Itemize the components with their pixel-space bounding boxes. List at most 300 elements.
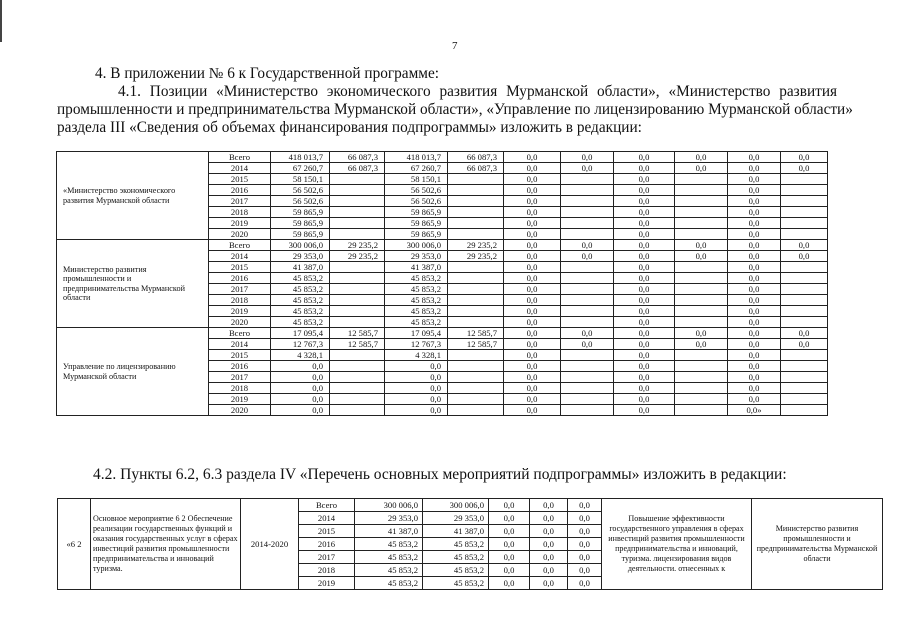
amount-cell: 0,0 xyxy=(614,207,675,218)
amount-cell xyxy=(561,394,614,405)
amount-cell: 0,0 xyxy=(504,383,561,394)
amount-cell xyxy=(330,317,385,328)
amount-cell: 29 235,2 xyxy=(330,240,385,251)
year-cell: 2015 xyxy=(209,350,271,361)
amount-cell xyxy=(448,405,504,416)
amount-cell: 0,0 xyxy=(781,240,828,251)
amount-cell xyxy=(561,306,614,317)
year-cell: Всего xyxy=(209,328,271,339)
amount-cell xyxy=(561,350,614,361)
amount-cell xyxy=(561,295,614,306)
amount-cell xyxy=(781,394,828,405)
amount-cell: 0,0 xyxy=(561,152,614,163)
amount-cell: 45 853,2 xyxy=(355,564,423,577)
amount-cell: 29 235,2 xyxy=(330,251,385,262)
amount-cell xyxy=(561,207,614,218)
heading-line-4: раздела III «Сведения об объемах финансирования подпрограммы» изложить в редакции: xyxy=(57,119,642,136)
heading-line-3: промышленности и предпринимательства Мурманской области», «Управление по лицензированию Мурманской области» xyxy=(57,101,853,118)
amount-cell xyxy=(781,350,828,361)
amount-cell: 0,0 xyxy=(271,405,330,416)
amount-cell xyxy=(781,317,828,328)
amount-cell: 0,0 xyxy=(568,512,602,525)
amount-cell: 0,0 xyxy=(504,251,561,262)
amount-cell: 0,0 xyxy=(504,295,561,306)
amount-cell xyxy=(561,372,614,383)
amount-cell: 29 353,0 xyxy=(423,512,489,525)
amount-cell: 0,0 xyxy=(504,405,561,416)
amount-cell xyxy=(561,218,614,229)
amount-cell: 0,0 xyxy=(728,185,781,196)
amount-cell: 59 865,9 xyxy=(271,207,330,218)
amount-cell xyxy=(330,394,385,405)
amount-cell xyxy=(448,229,504,240)
amount-cell xyxy=(448,394,504,405)
amount-cell: 67 260,7 xyxy=(385,163,448,174)
amount-cell: 300 006,0 xyxy=(355,499,423,512)
amount-cell: 0,0 xyxy=(675,328,728,339)
amount-cell: 0,0 xyxy=(385,372,448,383)
amount-cell: 0,0» xyxy=(728,405,781,416)
year-cell: 2020 xyxy=(209,229,271,240)
amount-cell: 0,0 xyxy=(385,394,448,405)
amount-cell: 41 387,0 xyxy=(271,262,330,273)
amount-cell: 45 853,2 xyxy=(271,273,330,284)
amount-cell: 0,0 xyxy=(568,525,602,538)
amount-cell xyxy=(561,196,614,207)
amount-cell: 0,0 xyxy=(489,512,530,525)
amount-cell: 0,0 xyxy=(504,284,561,295)
amount-cell: 0,0 xyxy=(561,240,614,251)
amount-cell: 0,0 xyxy=(489,564,530,577)
amount-cell xyxy=(330,262,385,273)
amount-cell: 0,0 xyxy=(489,525,530,538)
measure-name-cell: Основное мероприятие 6 2 Обеспечение реализации государственных функций и оказания государственных услуг в сферах инвестиций развития промышленности предпринимательства и инноваций туризма. xyxy=(91,499,241,590)
year-cell: Всего xyxy=(209,152,271,163)
year-cell: 2017 xyxy=(209,196,271,207)
amount-cell: 0,0 xyxy=(504,229,561,240)
amount-cell xyxy=(448,306,504,317)
amount-cell: 418 013,7 xyxy=(271,152,330,163)
amount-cell: 0,0 xyxy=(614,251,675,262)
amount-cell xyxy=(330,350,385,361)
amount-cell: 0,0 xyxy=(728,317,781,328)
amount-cell: 12 585,7 xyxy=(330,328,385,339)
amount-cell: 66 087,3 xyxy=(330,163,385,174)
amount-cell: 0,0 xyxy=(614,306,675,317)
amount-cell xyxy=(781,405,828,416)
amount-cell xyxy=(330,196,385,207)
year-cell: Всего xyxy=(299,499,355,512)
amount-cell: 0,0 xyxy=(614,196,675,207)
year-cell: 2019 xyxy=(209,306,271,317)
amount-cell: 45 853,2 xyxy=(271,306,330,317)
amount-cell xyxy=(448,207,504,218)
amount-cell: 0,0 xyxy=(489,551,530,564)
amount-cell: 0,0 xyxy=(781,152,828,163)
amount-cell xyxy=(330,372,385,383)
amount-cell: 0,0 xyxy=(489,499,530,512)
year-cell: 2014 xyxy=(209,163,271,174)
amount-cell: 66 087,3 xyxy=(330,152,385,163)
amount-cell: 0,0 xyxy=(504,196,561,207)
amount-cell: 0,0 xyxy=(568,551,602,564)
amount-cell: 0,0 xyxy=(530,525,568,538)
amount-cell: 0,0 xyxy=(728,394,781,405)
amount-cell: 45 853,2 xyxy=(385,317,448,328)
year-cell: Всего xyxy=(209,240,271,251)
amount-cell xyxy=(561,284,614,295)
amount-cell: 0,0 xyxy=(728,350,781,361)
year-cell: 2016 xyxy=(209,185,271,196)
amount-cell: 0,0 xyxy=(504,262,561,273)
amount-cell: 0,0 xyxy=(489,577,530,590)
amount-cell: 0,0 xyxy=(504,372,561,383)
amount-cell xyxy=(330,284,385,295)
amount-cell: 12 585,7 xyxy=(448,328,504,339)
amount-cell xyxy=(448,372,504,383)
amount-cell: 0,0 xyxy=(614,174,675,185)
amount-cell xyxy=(675,262,728,273)
amount-cell xyxy=(561,229,614,240)
heading-line-1: 4. В приложении № 6 к Государственной программе: xyxy=(95,65,439,82)
amount-cell xyxy=(448,361,504,372)
amount-cell: 29 235,2 xyxy=(448,251,504,262)
year-cell: 2019 xyxy=(209,394,271,405)
amount-cell: 56 502,6 xyxy=(385,196,448,207)
amount-cell: 4 328,1 xyxy=(271,350,330,361)
amount-cell: 0,0 xyxy=(504,394,561,405)
amount-cell: 0,0 xyxy=(781,339,828,350)
amount-cell: 0,0 xyxy=(614,339,675,350)
amount-cell: 0,0 xyxy=(728,284,781,295)
amount-cell: 0,0 xyxy=(728,229,781,240)
page-number: 7 xyxy=(452,40,458,52)
amount-cell xyxy=(781,372,828,383)
amount-cell: 0,0 xyxy=(614,240,675,251)
amount-cell xyxy=(448,317,504,328)
amount-cell xyxy=(675,207,728,218)
amount-cell: 300 006,0 xyxy=(271,240,330,251)
measures-table xyxy=(57,498,883,590)
amount-cell: 29 353,0 xyxy=(271,251,330,262)
amount-cell: 0,0 xyxy=(675,339,728,350)
amount-cell: 0,0 xyxy=(504,273,561,284)
amount-cell: 0,0 xyxy=(728,196,781,207)
amount-cell: 17 095,4 xyxy=(271,328,330,339)
amount-cell: 29 235,2 xyxy=(448,240,504,251)
amount-cell: 0,0 xyxy=(530,551,568,564)
year-cell: 2016 xyxy=(209,273,271,284)
amount-cell: 0,0 xyxy=(504,207,561,218)
amount-cell xyxy=(561,262,614,273)
amount-cell: 0,0 xyxy=(504,361,561,372)
amount-cell xyxy=(781,383,828,394)
year-cell: 2019 xyxy=(299,577,355,590)
amount-cell: 0,0 xyxy=(504,185,561,196)
table-row xyxy=(57,152,828,163)
amount-cell: 0,0 xyxy=(568,577,602,590)
amount-cell: 0,0 xyxy=(728,207,781,218)
amount-cell: 12 767,3 xyxy=(385,339,448,350)
amount-cell xyxy=(781,207,828,218)
amount-cell: 0,0 xyxy=(675,240,728,251)
amount-cell xyxy=(675,317,728,328)
amount-cell: 4 328,1 xyxy=(385,350,448,361)
amount-cell xyxy=(781,218,828,229)
amount-cell xyxy=(330,229,385,240)
amount-cell: 0,0 xyxy=(781,328,828,339)
amount-cell: 0,0 xyxy=(675,152,728,163)
amount-cell: 0,0 xyxy=(504,339,561,350)
amount-cell: 0,0 xyxy=(728,174,781,185)
org-name-cell: «Министерство экономического развития Мурманской области xyxy=(57,152,209,240)
amount-cell: 67 260,7 xyxy=(271,163,330,174)
year-cell: 2020 xyxy=(209,317,271,328)
amount-cell: 0,0 xyxy=(728,251,781,262)
amount-cell: 45 853,2 xyxy=(385,284,448,295)
amount-cell: 45 853,2 xyxy=(423,551,489,564)
year-cell: 2014 xyxy=(299,512,355,525)
amount-cell: 58 150,1 xyxy=(385,174,448,185)
year-cell: 2018 xyxy=(209,207,271,218)
amount-cell: 0,0 xyxy=(728,361,781,372)
measure-number-cell: «6 2 xyxy=(58,499,91,590)
amount-cell xyxy=(675,295,728,306)
amount-cell: 17 095,4 xyxy=(385,328,448,339)
amount-cell: 41 387,0 xyxy=(385,262,448,273)
executor-cell: Министерство развития промышленности и предпринимательства Мурманской области xyxy=(752,499,883,590)
amount-cell: 0,0 xyxy=(385,361,448,372)
amount-cell: 12 585,7 xyxy=(330,339,385,350)
amount-cell xyxy=(561,273,614,284)
amount-cell: 0,0 xyxy=(530,577,568,590)
amount-cell: 0,0 xyxy=(614,350,675,361)
amount-cell xyxy=(448,273,504,284)
amount-cell: 0,0 xyxy=(781,163,828,174)
year-cell: 2020 xyxy=(209,405,271,416)
amount-cell: 0,0 xyxy=(728,372,781,383)
amount-cell xyxy=(330,174,385,185)
year-cell: 2015 xyxy=(209,174,271,185)
amount-cell: 0,0 xyxy=(489,538,530,551)
org-name-cell: Управление по лицензированию Мурманской области xyxy=(57,328,209,416)
amount-cell: 59 865,9 xyxy=(271,218,330,229)
amount-cell: 59 865,9 xyxy=(385,207,448,218)
amount-cell: 45 853,2 xyxy=(423,538,489,551)
amount-cell: 0,0 xyxy=(614,372,675,383)
amount-cell: 58 150,1 xyxy=(271,174,330,185)
amount-cell: 0,0 xyxy=(728,383,781,394)
amount-cell: 45 853,2 xyxy=(423,577,489,590)
amount-cell: 45 853,2 xyxy=(385,295,448,306)
amount-cell xyxy=(330,273,385,284)
amount-cell xyxy=(448,196,504,207)
amount-cell: 0,0 xyxy=(271,383,330,394)
amount-cell: 0,0 xyxy=(504,306,561,317)
amount-cell: 0,0 xyxy=(561,251,614,262)
amount-cell xyxy=(448,383,504,394)
amount-cell: 0,0 xyxy=(530,512,568,525)
amount-cell: 0,0 xyxy=(504,163,561,174)
amount-cell: 45 853,2 xyxy=(355,551,423,564)
amount-cell xyxy=(448,284,504,295)
amount-cell xyxy=(781,284,828,295)
heading-line-2: 4.1. Позиции «Министерство экономического развития Мурманской области», «Министерство развития xyxy=(118,83,838,100)
amount-cell: 0,0 xyxy=(614,405,675,416)
amount-cell: 0,0 xyxy=(781,251,828,262)
amount-cell: 0,0 xyxy=(568,499,602,512)
amount-cell: 56 502,6 xyxy=(271,196,330,207)
amount-cell xyxy=(330,185,385,196)
amount-cell: 0,0 xyxy=(614,328,675,339)
amount-cell: 0,0 xyxy=(675,163,728,174)
amount-cell: 0,0 xyxy=(385,383,448,394)
amount-cell xyxy=(781,185,828,196)
amount-cell xyxy=(330,218,385,229)
amount-cell xyxy=(448,174,504,185)
amount-cell: 12 767,3 xyxy=(271,339,330,350)
amount-cell xyxy=(675,405,728,416)
amount-cell: 300 006,0 xyxy=(423,499,489,512)
amount-cell: 45 853,2 xyxy=(385,273,448,284)
amount-cell xyxy=(448,295,504,306)
amount-cell xyxy=(675,284,728,295)
year-cell: 2014 xyxy=(209,339,271,350)
table-row xyxy=(57,240,828,251)
amount-cell xyxy=(781,361,828,372)
amount-cell xyxy=(781,262,828,273)
amount-cell xyxy=(330,207,385,218)
amount-cell: 0,0 xyxy=(614,361,675,372)
financing-table xyxy=(56,151,828,416)
amount-cell xyxy=(561,383,614,394)
amount-cell xyxy=(330,295,385,306)
amount-cell xyxy=(675,306,728,317)
amount-cell: 0,0 xyxy=(561,163,614,174)
table-row xyxy=(58,499,883,512)
amount-cell: 0,0 xyxy=(271,372,330,383)
amount-cell xyxy=(781,229,828,240)
table-row xyxy=(57,328,828,339)
year-cell: 2015 xyxy=(299,525,355,538)
amount-cell: 0,0 xyxy=(614,185,675,196)
amount-cell: 0,0 xyxy=(728,152,781,163)
amount-cell: 0,0 xyxy=(504,328,561,339)
year-cell: 2017 xyxy=(209,372,271,383)
amount-cell: 45 853,2 xyxy=(385,306,448,317)
amount-cell xyxy=(561,174,614,185)
amount-cell: 0,0 xyxy=(614,295,675,306)
amount-cell xyxy=(675,383,728,394)
amount-cell: 0,0 xyxy=(504,218,561,229)
amount-cell: 0,0 xyxy=(561,328,614,339)
page-edge-mark xyxy=(0,0,2,42)
amount-cell xyxy=(561,317,614,328)
amount-cell: 0,0 xyxy=(614,152,675,163)
amount-cell: 0,0 xyxy=(504,350,561,361)
amount-cell: 418 013,7 xyxy=(385,152,448,163)
amount-cell: 41 387,0 xyxy=(423,525,489,538)
amount-cell: 0,0 xyxy=(728,339,781,350)
amount-cell xyxy=(675,218,728,229)
amount-cell xyxy=(675,185,728,196)
amount-cell: 0,0 xyxy=(728,240,781,251)
amount-cell xyxy=(448,350,504,361)
amount-cell: 0,0 xyxy=(614,317,675,328)
amount-cell: 66 087,3 xyxy=(448,163,504,174)
year-cell: 2016 xyxy=(209,361,271,372)
year-cell: 2016 xyxy=(299,538,355,551)
amount-cell: 0,0 xyxy=(614,163,675,174)
amount-cell: 45 853,2 xyxy=(271,295,330,306)
amount-cell: 45 853,2 xyxy=(423,564,489,577)
year-cell: 2017 xyxy=(209,284,271,295)
amount-cell xyxy=(675,174,728,185)
amount-cell: 0,0 xyxy=(568,564,602,577)
amount-cell: 0,0 xyxy=(728,218,781,229)
amount-cell xyxy=(561,361,614,372)
amount-cell: 41 387,0 xyxy=(355,525,423,538)
amount-cell xyxy=(330,306,385,317)
amount-cell: 45 853,2 xyxy=(271,284,330,295)
amount-cell: 0,0 xyxy=(504,174,561,185)
amount-cell xyxy=(561,185,614,196)
amount-cell: 0,0 xyxy=(385,405,448,416)
amount-cell xyxy=(448,185,504,196)
year-cell: 2014 xyxy=(209,251,271,262)
amount-cell xyxy=(781,196,828,207)
amount-cell: 29 353,0 xyxy=(355,512,423,525)
amount-cell xyxy=(675,196,728,207)
amount-cell xyxy=(675,350,728,361)
amount-cell: 0,0 xyxy=(568,538,602,551)
amount-cell xyxy=(675,273,728,284)
amount-cell: 0,0 xyxy=(728,262,781,273)
amount-cell: 59 865,9 xyxy=(385,229,448,240)
amount-cell: 0,0 xyxy=(530,538,568,551)
amount-cell: 45 853,2 xyxy=(355,538,423,551)
amount-cell: 0,0 xyxy=(728,163,781,174)
year-cell: 2017 xyxy=(299,551,355,564)
amount-cell: 0,0 xyxy=(530,499,568,512)
amount-cell: 59 865,9 xyxy=(385,218,448,229)
amount-cell: 0,0 xyxy=(614,273,675,284)
amount-cell xyxy=(330,383,385,394)
amount-cell: 0,0 xyxy=(561,339,614,350)
year-cell: 2019 xyxy=(209,218,271,229)
amount-cell xyxy=(330,405,385,416)
amount-cell: 56 502,6 xyxy=(271,185,330,196)
amount-cell xyxy=(675,229,728,240)
amount-cell: 56 502,6 xyxy=(385,185,448,196)
indicator-cell: Повышение эффективности государственного управления в сферах инвестиций развития промышленности предпринимательства и инноваций, туризма. лицензирования видов деятельности. отнесенных к xyxy=(602,499,752,590)
amount-cell xyxy=(675,394,728,405)
amount-cell xyxy=(448,218,504,229)
org-name-cell: Министерство развития промышленности и предпринимательства Мурманской области xyxy=(57,240,209,328)
amount-cell: 0,0 xyxy=(614,262,675,273)
amount-cell: 45 853,2 xyxy=(355,577,423,590)
amount-cell: 0,0 xyxy=(614,218,675,229)
year-cell: 2018 xyxy=(299,564,355,577)
year-cell: 2015 xyxy=(209,262,271,273)
amount-cell: 0,0 xyxy=(675,251,728,262)
amount-cell: 0,0 xyxy=(504,317,561,328)
amount-cell: 0,0 xyxy=(504,152,561,163)
amount-cell xyxy=(561,405,614,416)
amount-cell xyxy=(781,174,828,185)
amount-cell: 0,0 xyxy=(614,284,675,295)
amount-cell xyxy=(675,361,728,372)
